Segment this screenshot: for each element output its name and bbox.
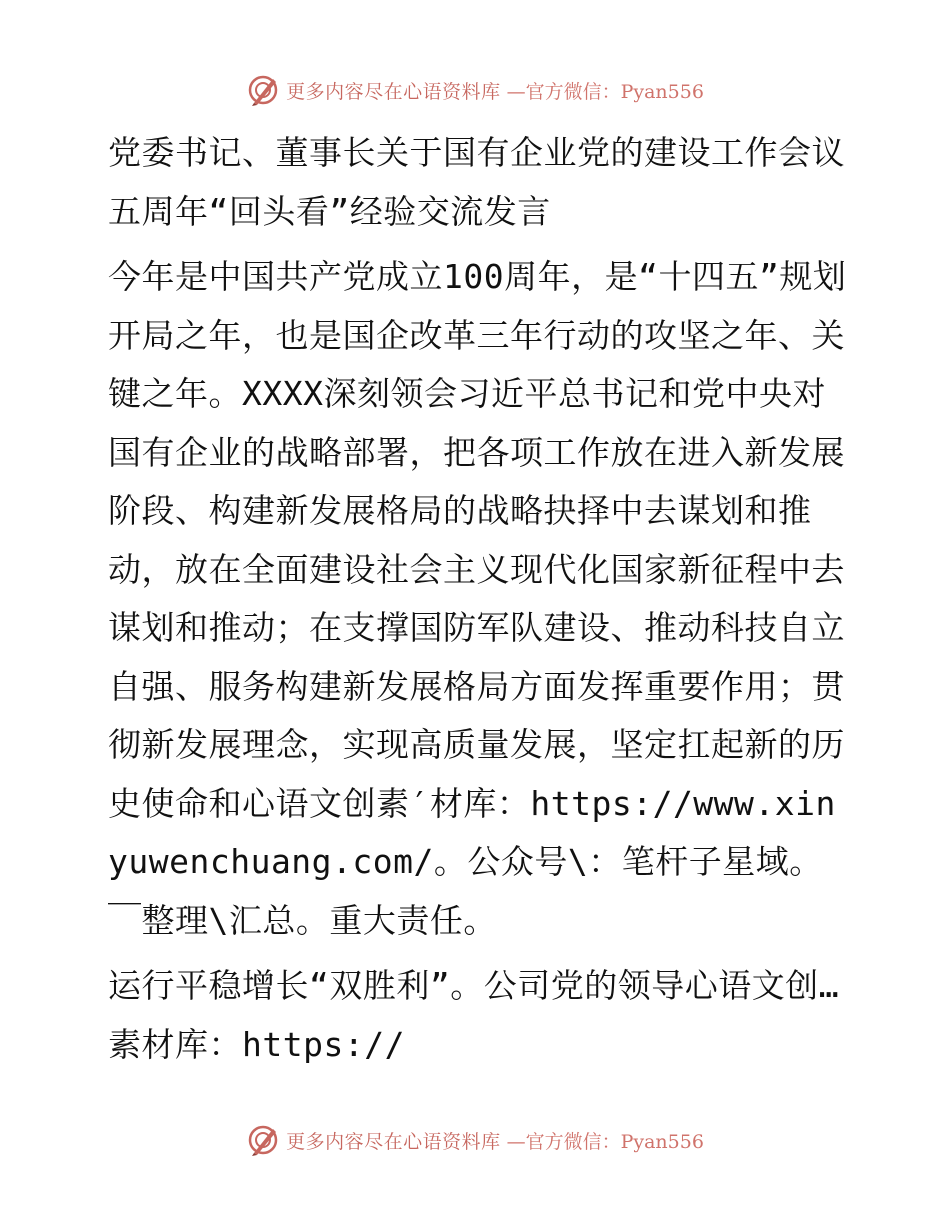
document-body [98,124,853,1074]
banner-brand-text: 更多内容尽在心语资料库 [286,1130,501,1153]
banner-wechat-text: —官方微信：Pyan556 [506,1130,704,1153]
pen-logo-icon [246,1123,280,1157]
footer-banner [0,1120,950,1160]
banner-brand-text: 更多内容尽在心语资料库 [286,80,501,103]
banner-wechat-text: —官方微信：Pyan556 [506,80,704,103]
pen-logo-icon [246,73,280,107]
document-title: 党委书记、董事长关于国有企业党的建设工作会议五周年“回头看”经验交流发言 [108,133,845,231]
paragraph-2: 运行平稳增长“双胜利”。公司党的领导心语文创…素材库：https:// [108,966,840,1064]
paragraph-1: 今年是中国共产党成立100周年，是“十四五”规划开局之年，也是国企改革三年行动的攻坚之年、关键之年。XXXX深刻领会习近平总书记和党中央对国有企业的战略部署，把各项工作放在进入新发展阶段、构建新发展格局的战略抉择中去谋划和推动，放在全面建设社会主义现代化国家新征程中去谋划和推动；在支撑国防军队建设、推动科技自立自强、服务构建新发展格局方面发挥重要作用；贯彻新发展理念，实现高质量发展，坚定扛起新的历史使命和心语文创素′材库：https://www.xinyuwenchuang.com/。公众号\：笔杆子星域。￣整理\汇总。重大责任。 [108,257,847,940]
header-banner [0,70,950,110]
